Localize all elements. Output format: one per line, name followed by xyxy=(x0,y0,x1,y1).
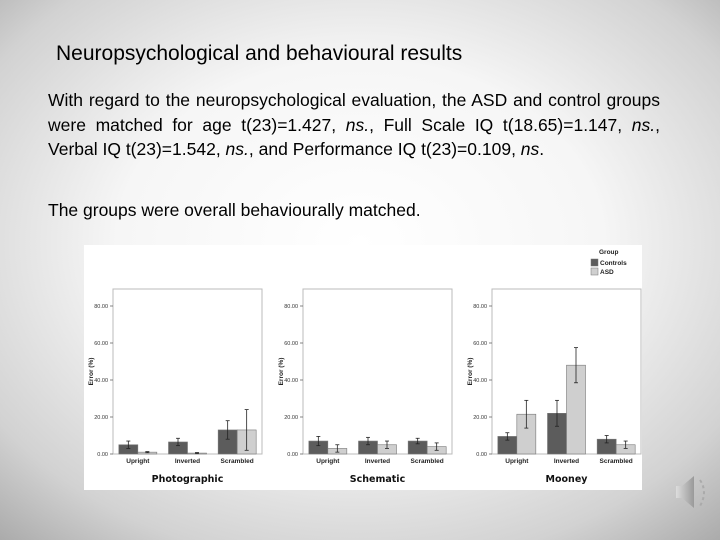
x-tick-label: Upright xyxy=(505,458,529,465)
x-tick-label: Scrambled xyxy=(220,458,254,465)
results-figure xyxy=(84,245,642,490)
legend-label: Controls xyxy=(600,260,627,267)
y-tick-label: 60.00 xyxy=(473,341,487,347)
y-tick-label: 20.00 xyxy=(284,415,298,421)
y-tick-label: 0.00 xyxy=(287,452,298,458)
x-tick-label: Scrambled xyxy=(410,458,444,465)
legend-label: ASD xyxy=(600,269,614,276)
panel-title: Schematic xyxy=(349,474,406,485)
x-tick-label: Scrambled xyxy=(599,458,633,465)
y-tick-label: 80.00 xyxy=(473,304,487,310)
plot-area xyxy=(303,289,452,454)
y-axis-label: Error (%) xyxy=(467,357,474,386)
ns-italic: ns. xyxy=(225,139,249,159)
y-tick-label: 40.00 xyxy=(284,378,298,384)
x-tick-label: Upright xyxy=(126,458,150,465)
legend-swatch-asd xyxy=(591,268,598,275)
y-tick-label: 60.00 xyxy=(284,341,298,347)
x-tick-label: Inverted xyxy=(553,458,580,465)
y-axis-label: Error (%) xyxy=(88,357,95,386)
text: With regard to the neuropsychological evaluation, the ASD and control groups were matched for age t(23)=1.427, xyxy=(48,90,660,135)
y-tick-label: 40.00 xyxy=(473,378,487,384)
y-tick-label: 20.00 xyxy=(473,415,487,421)
y-tick-label: 40.00 xyxy=(94,378,108,384)
ns-italic: ns. xyxy=(631,114,656,135)
ns-italic: ns. xyxy=(345,114,370,135)
y-tick-label: 60.00 xyxy=(94,341,108,347)
y-tick-label: 80.00 xyxy=(284,304,298,310)
slide-title: Neuropsychological and behavioural results xyxy=(56,42,463,65)
panel-title: Mooney xyxy=(545,474,588,485)
y-tick-label: 0.00 xyxy=(476,452,487,458)
legend-swatch-controls xyxy=(591,259,598,266)
bar-charts xyxy=(84,245,642,490)
ns-italic: ns xyxy=(520,139,540,159)
body-paragraph xyxy=(48,88,660,162)
y-tick-label: 20.00 xyxy=(94,415,108,421)
y-axis-label: Error (%) xyxy=(278,357,285,386)
plot-area xyxy=(113,289,262,454)
legend-title: Group xyxy=(599,249,619,256)
text: , Full Scale IQ t(18.65)=1.147, xyxy=(369,114,632,135)
y-tick-label: 80.00 xyxy=(94,304,108,310)
x-tick-label: Upright xyxy=(316,458,340,465)
text: . xyxy=(539,139,545,159)
x-tick-label: Inverted xyxy=(364,458,391,465)
y-tick-label: 0.00 xyxy=(97,452,108,458)
text: , and Performance IQ t(23)=0.109, xyxy=(248,139,521,159)
text: , Verbal IQ t(23)=1.542, xyxy=(48,114,660,159)
panel-title: Photographic xyxy=(151,474,224,485)
x-tick-label: Inverted xyxy=(174,458,201,465)
body-paragraph-2: The groups were overall behaviourally matched. xyxy=(48,200,421,220)
